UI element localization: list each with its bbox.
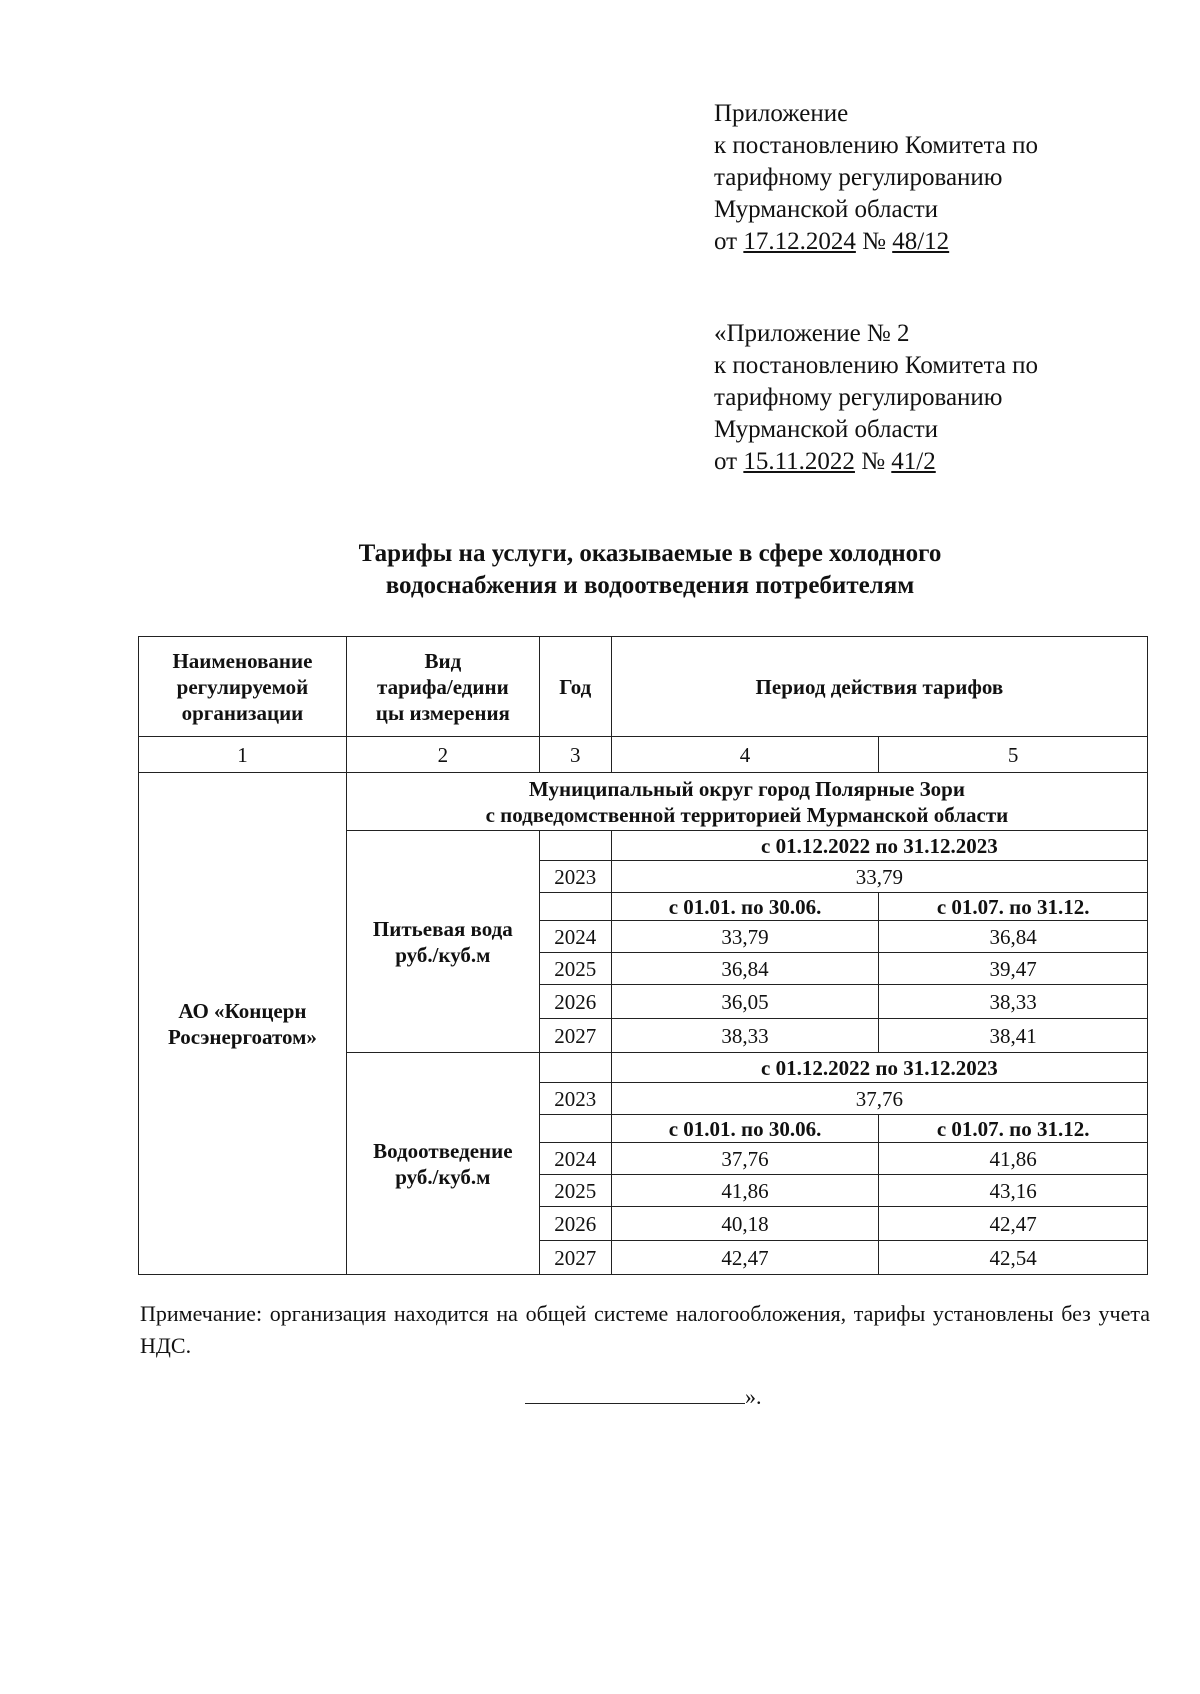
year-cell: 2024 (539, 1143, 611, 1175)
tariff-value: 42,47 (611, 1241, 879, 1275)
number-sign: № (862, 228, 886, 255)
appendix-date-line (714, 226, 1038, 258)
year-cell: 2023 (539, 1083, 611, 1115)
region-cell: Муниципальный округ город Полярные Зори с подведомственной территорией Мурманской области (346, 773, 1147, 831)
header-year: Год (539, 637, 611, 737)
note-text: Примечание: организация находится на общей системе налогообложения, тарифы установлены без учета НДС. (140, 1301, 1150, 1358)
year-cell (539, 893, 611, 921)
col-number: 2 (346, 737, 539, 773)
header-tariff-type: Вид тарифа/едини цы измерения (346, 637, 539, 737)
half1-label: с 01.01. по 30.06. (611, 893, 879, 921)
appendix2-header (714, 318, 1038, 478)
appendix-title: Приложение (714, 100, 849, 127)
signature-line (525, 1403, 745, 1404)
header-period: Период действия тарифов (611, 637, 1147, 737)
appendix2-line: Мурманской области (714, 416, 939, 443)
tariff-type-cell: Водоотведение руб./куб.м (346, 1053, 539, 1275)
tariff-value: 36,84 (611, 953, 879, 985)
tariff-value: 41,86 (611, 1175, 879, 1207)
year-cell: 2026 (539, 1207, 611, 1241)
half1-label: с 01.01. по 30.06. (611, 1115, 879, 1143)
title-line: Тарифы на услуги, оказываемые в сфере холодного (358, 540, 942, 567)
tariff-value: 38,41 (879, 1019, 1148, 1053)
closing-quote: ». (745, 1384, 762, 1409)
resolution-date: 15.11.2022 (743, 448, 855, 475)
table-header-row (139, 637, 1148, 737)
half2-label: с 01.07. по 31.12. (879, 893, 1148, 921)
year-cell: 2026 (539, 985, 611, 1019)
appendix2-title: «Приложение № 2 (714, 320, 910, 347)
date-prefix: от (714, 228, 738, 255)
organization-cell: АО «Концерн Росэнергоатом» (139, 773, 347, 1275)
tariff-value: 37,76 (611, 1083, 1147, 1115)
tariff-type-cell: Питьевая вода руб./куб.м (346, 831, 539, 1053)
tariff-value: 42,54 (879, 1241, 1148, 1275)
appendix-line: тарифному регулированию (714, 164, 1003, 191)
year-cell: 2027 (539, 1019, 611, 1053)
year-cell: 2024 (539, 921, 611, 953)
header-organization: Наименование регулируемой организации (139, 637, 347, 737)
document-title (150, 538, 1150, 602)
col-number: 5 (879, 737, 1148, 773)
tariff-value: 33,79 (611, 921, 879, 953)
column-numbers-row (139, 737, 1148, 773)
col-number: 3 (539, 737, 611, 773)
appendix-header (714, 98, 1038, 258)
tariff-value: 43,16 (879, 1175, 1148, 1207)
tariff-value: 33,79 (611, 861, 1147, 893)
date-prefix: от (714, 448, 738, 475)
half2-label: с 01.07. по 31.12. (879, 1115, 1148, 1143)
period-full: с 01.12.2022 по 31.12.2023 (611, 1053, 1147, 1083)
number-sign: № (861, 448, 886, 475)
tariff-value: 38,33 (611, 1019, 879, 1053)
year-cell: 2025 (539, 1175, 611, 1207)
tariff-value: 38,33 (879, 985, 1148, 1019)
appendix2-date-line (714, 446, 1038, 478)
title-line: водоснабжения и водоотведения потребителям (385, 572, 915, 599)
tariff-value: 40,18 (611, 1207, 879, 1241)
tariff-value: 36,05 (611, 985, 879, 1019)
year-cell: 2023 (539, 861, 611, 893)
appendix-line: к постановлению Комитета по (714, 132, 1039, 159)
appendix2-line: к постановлению Комитета по (714, 352, 1039, 379)
tariff-value: 42,47 (879, 1207, 1148, 1241)
appendix2-line: тарифному регулированию (714, 384, 1003, 411)
year-cell (539, 831, 611, 861)
col-number: 4 (611, 737, 879, 773)
resolution-number: 41/2 (891, 448, 936, 475)
year-cell (539, 1115, 611, 1143)
closing-mark (525, 1384, 762, 1410)
appendix-line: Мурманской области (714, 196, 939, 223)
tariff-value: 39,47 (879, 953, 1148, 985)
year-cell: 2027 (539, 1241, 611, 1275)
year-cell: 2025 (539, 953, 611, 985)
tariff-value: 37,76 (611, 1143, 879, 1175)
tariff-table (138, 636, 1148, 1275)
resolution-number: 48/12 (892, 228, 950, 255)
tariff-value: 36,84 (879, 921, 1148, 953)
year-cell (539, 1053, 611, 1083)
tariff-value: 41,86 (879, 1143, 1148, 1175)
period-full: с 01.12.2022 по 31.12.2023 (611, 831, 1147, 861)
col-number: 1 (139, 737, 347, 773)
region-row (139, 773, 1148, 831)
resolution-date: 17.12.2024 (743, 228, 856, 255)
